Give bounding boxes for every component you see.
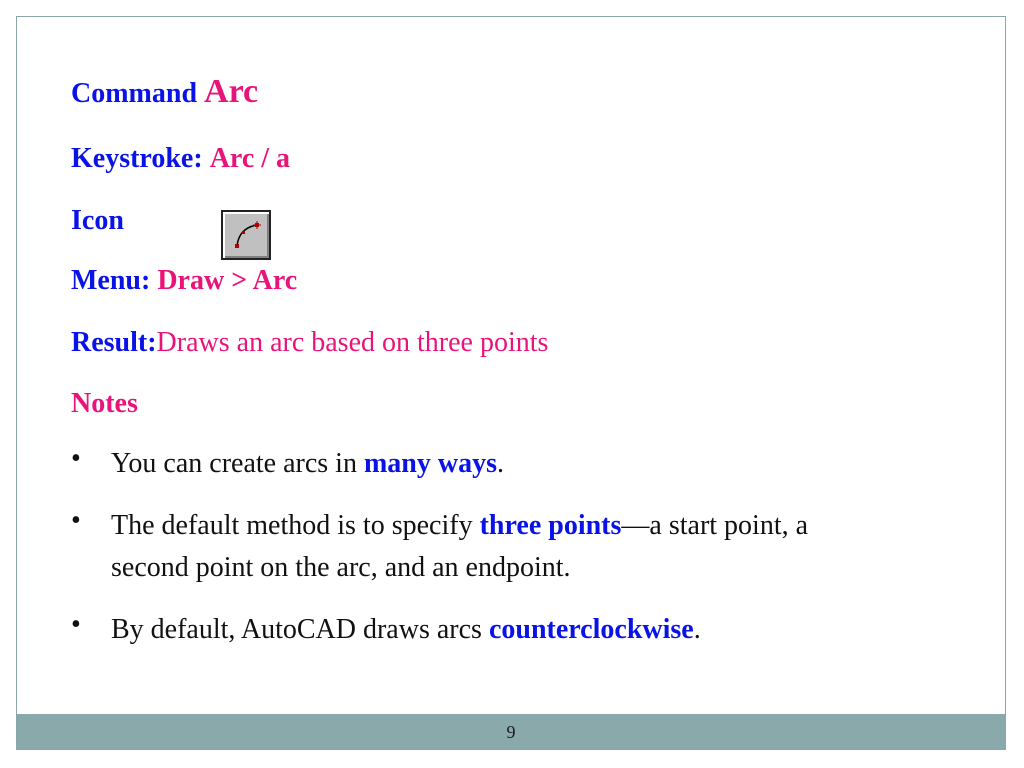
result-line [71, 327, 548, 359]
icon-label: Icon [71, 205, 124, 236]
page-number: 9 [506, 722, 516, 742]
icon-line [71, 205, 124, 237]
footer-bar [17, 714, 1005, 749]
result-label: Result: [71, 327, 157, 358]
bullet-text-end: —a start point, a second point on the arc, and an endpoint. [111, 510, 809, 583]
command-line [71, 73, 258, 111]
arc-icon-graphic [229, 218, 263, 252]
bullet-emphasis: counterclockwise [488, 614, 694, 645]
command-value: Arc [204, 73, 259, 110]
keystroke-value: Arc / a [209, 143, 291, 174]
bullet-text-end: . [496, 448, 504, 479]
bullet-text: The default method is to specify [111, 510, 480, 541]
menu-value: Draw > Arc [157, 265, 298, 296]
notes-line [71, 388, 138, 420]
notes-heading: Notes [71, 388, 138, 419]
bullet-emphasis: many ways [363, 448, 497, 479]
bullet-emphasis: three points [479, 510, 622, 541]
menu-line [71, 265, 297, 297]
bullet-icon: • [71, 609, 81, 640]
keystroke-label: Keystroke: [71, 143, 203, 174]
bullet-icon: • [71, 443, 81, 474]
bullet-text: You can create arcs in [111, 448, 364, 479]
keystroke-line [71, 143, 290, 175]
menu-label: Menu: [71, 265, 151, 296]
bullet-icon: • [71, 505, 81, 536]
bullet-text-end: . [693, 614, 701, 645]
result-value: Draws an arc based on three points [156, 327, 549, 358]
slide-frame [16, 16, 1006, 750]
command-label: Command [71, 78, 198, 109]
bullet-text: By default, AutoCAD draws arcs [111, 614, 489, 645]
arc-icon [221, 210, 271, 260]
